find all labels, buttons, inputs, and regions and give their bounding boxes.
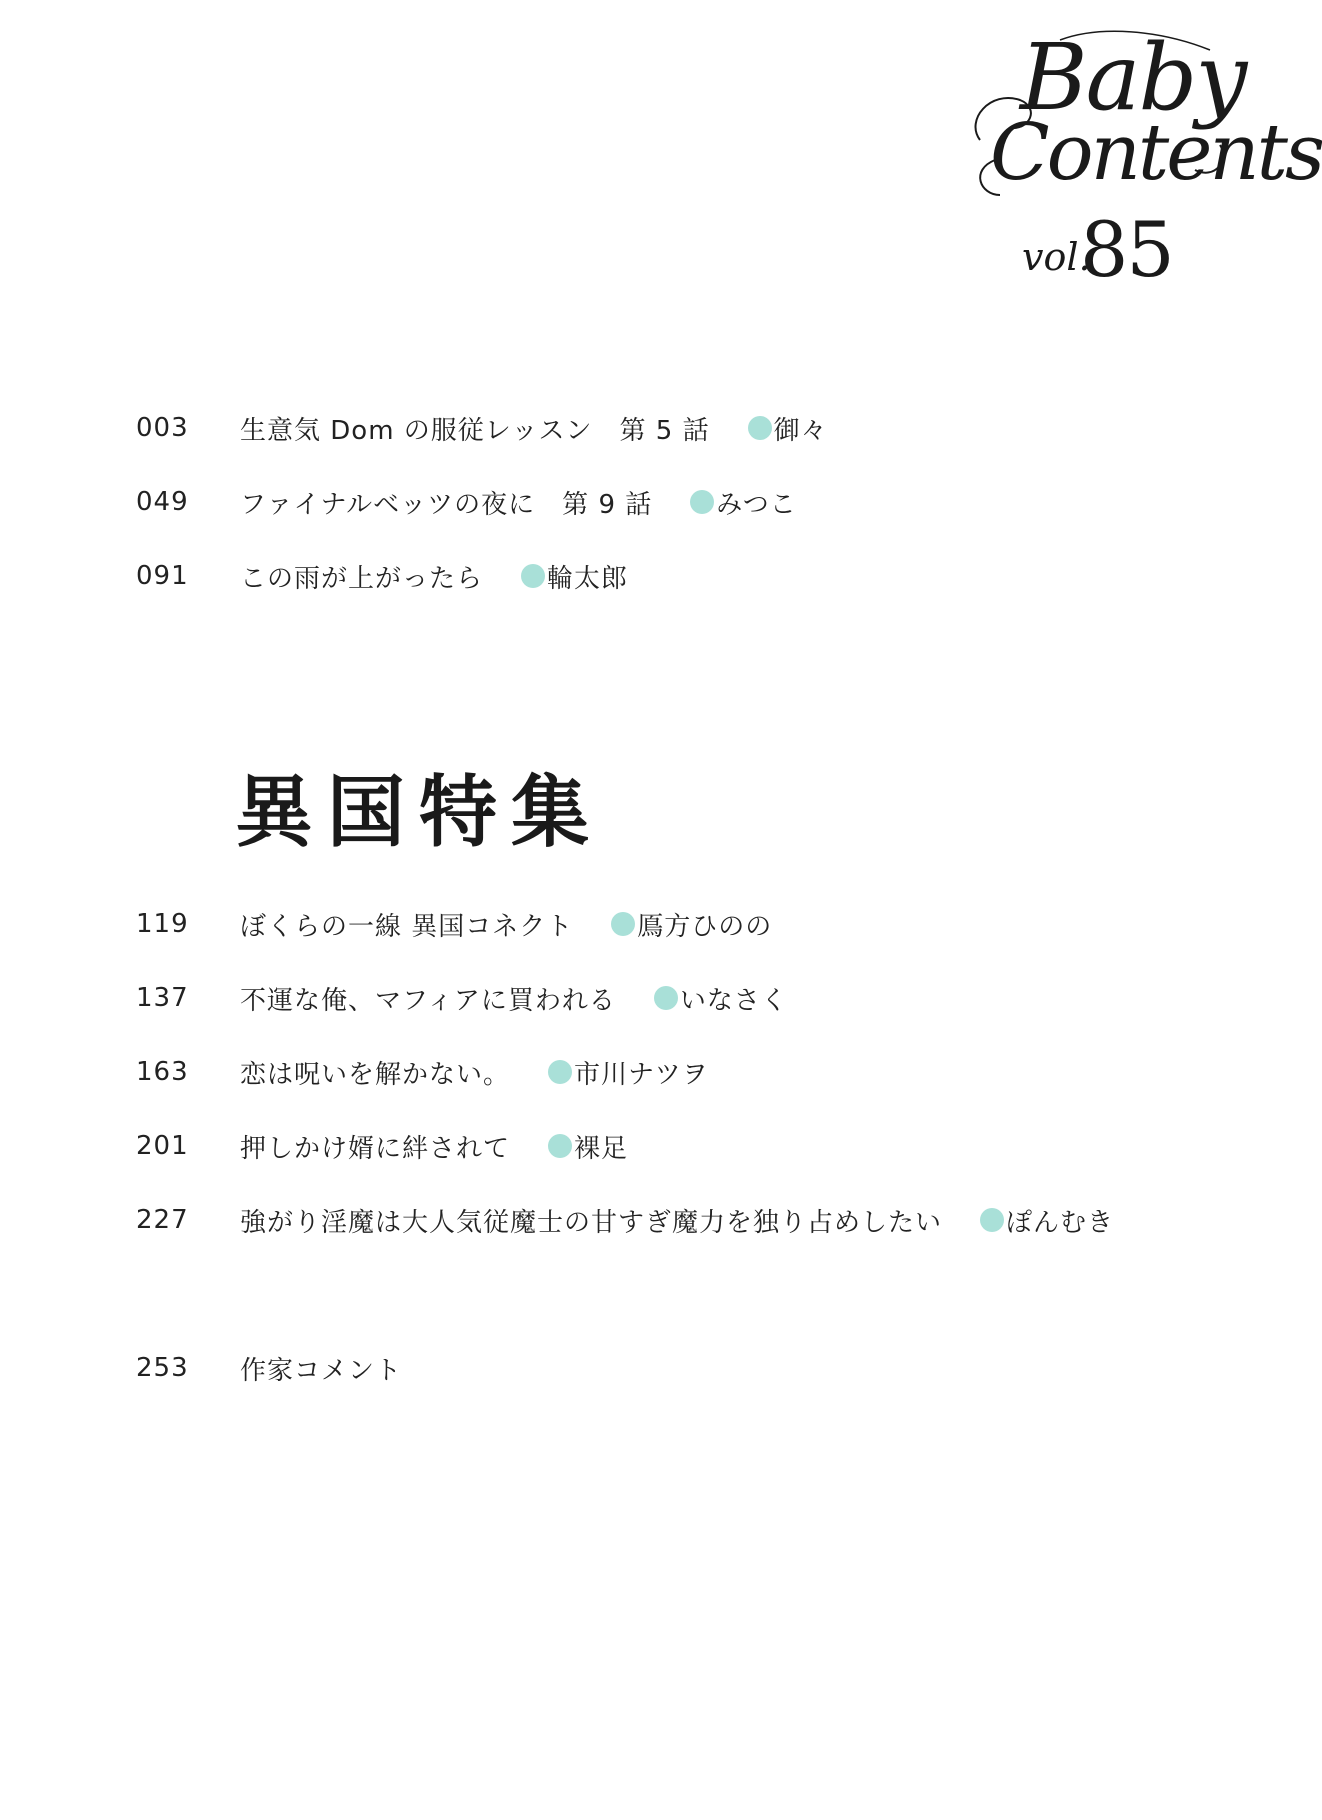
toc-entry[interactable] [136, 1126, 628, 1166]
vol-number: 85 [1080, 205, 1173, 294]
entry-title: ぼくらの一線 異国コネクト [240, 911, 574, 942]
author-dot-icon [690, 490, 714, 514]
entry-title: 生意気 Dom の服従レッスン 第 5 話 [240, 415, 710, 446]
entry-author: 市川ナツヲ [574, 1059, 709, 1090]
entry-author: 鳫方ひのの [637, 911, 773, 942]
author-dot-icon [654, 986, 678, 1010]
entry-page: 003 [136, 413, 189, 443]
author-dot-icon [980, 1208, 1004, 1232]
toc-entry[interactable] [136, 1052, 709, 1092]
entry-page: 253 [136, 1353, 189, 1383]
toc-entry[interactable] [136, 904, 772, 944]
toc-entry[interactable] [136, 1200, 1114, 1240]
author-dot-icon [548, 1134, 572, 1158]
entry-page: 227 [136, 1205, 189, 1235]
entry-author: 御々 [773, 415, 828, 446]
entry-title: ファイナルベッツの夜に 第 9 話 [240, 489, 653, 520]
entry-page: 163 [136, 1057, 189, 1087]
toc-entry[interactable] [136, 482, 797, 522]
toc-entry[interactable] [136, 978, 788, 1018]
feature-heading: 異国特集 [235, 768, 604, 858]
toc-entry[interactable] [136, 408, 828, 448]
entry-title: 不運な俺、マフィアに買われる [240, 985, 616, 1016]
entry-author: ぽんむき [1006, 1207, 1115, 1238]
entry-page: 137 [136, 983, 189, 1013]
entry-author: 裸足 [574, 1133, 629, 1164]
entry-title: 押しかけ婿に絆されて [240, 1133, 511, 1164]
entry-author: みつこ [716, 489, 797, 520]
entry-author: 輪太郎 [547, 563, 629, 594]
toc-entry[interactable] [136, 1348, 402, 1388]
author-dot-icon [521, 564, 545, 588]
logo-contents: Contents [990, 108, 1322, 198]
entry-page: 049 [136, 487, 189, 517]
entry-title: この雨が上がったら [240, 563, 484, 594]
entry-page: 119 [136, 909, 189, 939]
author-dot-icon [611, 912, 635, 936]
entry-title: 恋は呪いを解かない。 [240, 1059, 511, 1090]
entry-title: 強がり淫魔は大人気従魔士の甘すぎ魔力を独り占めしたい [240, 1207, 943, 1238]
author-dot-icon [748, 416, 772, 440]
entry-page: 091 [136, 561, 189, 591]
magazine-logo [960, 20, 1322, 294]
logo-baby: Baby [1020, 24, 1246, 131]
toc-entry[interactable] [136, 556, 628, 596]
vol-label: vol. [1022, 235, 1091, 279]
entry-author: いなさく [679, 985, 788, 1016]
author-dot-icon [548, 1060, 572, 1084]
entry-title: 作家コメント [240, 1355, 403, 1386]
entry-page: 201 [136, 1131, 189, 1161]
